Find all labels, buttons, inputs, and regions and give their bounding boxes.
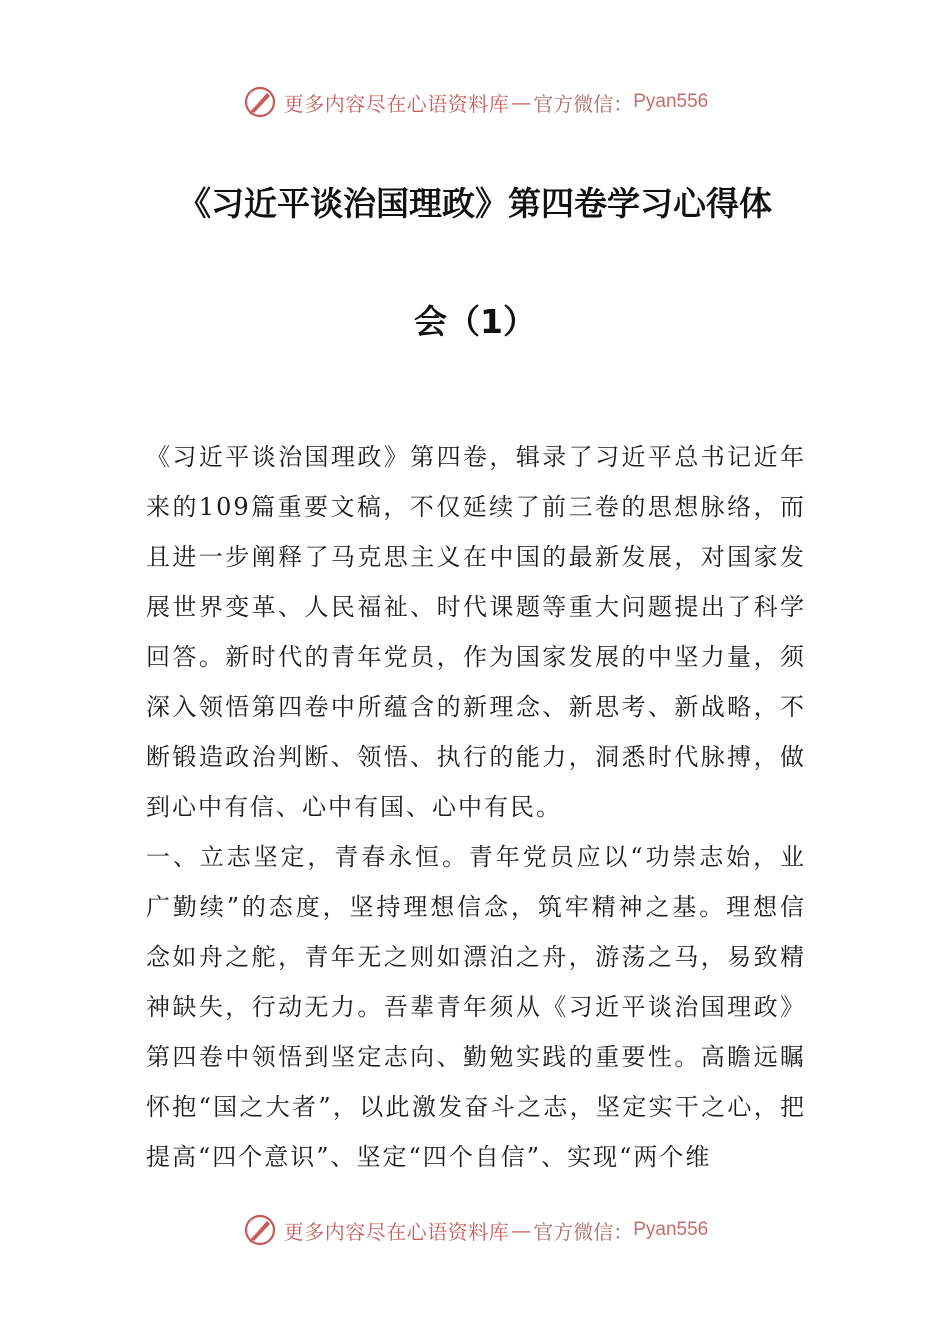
- watermark-separator: —: [511, 1218, 532, 1242]
- document-title-line2: 会（1）: [414, 302, 536, 341]
- watermark-contact-label: 官方微信：: [533, 91, 634, 116]
- watermark-contact-label: 官方微信：: [533, 1219, 634, 1244]
- footer-watermark: [0, 1210, 950, 1250]
- watermark-wechat-id: Pyan556: [633, 91, 709, 112]
- watermark-separator: —: [511, 90, 532, 114]
- watermark-brand: 更多内容尽在心语资料库: [283, 1219, 510, 1244]
- header-watermark: [0, 82, 950, 122]
- paragraph-intro: 《习近平谈治国理政》第四卷，辑录了习近平总书记近年来的109篇重要文稿，不仅延续了前三卷的思想脉络，而且进一步阐释了马克思主义在中国的最新发展，对国家发展世界变革、人民福祉、时代课题等重大问题提出了科学回答。新时代的青年党员，作为国家发展的中坚力量，须深入领悟第四卷中所蕴含的新理念、新思考、新战略，不断锻造政治判断、领悟、执行的能力，洞悉时代脉搏，做到心中有信、心中有国、心中有民。: [146, 443, 806, 821]
- paragraph-section-one: 一、立志坚定，青春永恒。青年党员应以“功崇志始，业广勤续”的态度，坚持理想信念，筑牢精神之基。理想信念如舟之舵，青年无之则如漂泊之舟，游荡之马，易致精神缺失，行动无力。吾辈青年须从《习近平谈治国理政》第四卷中领悟到坚定志向、勤勉实践的重要性。高瞻远瞩怀抱“国之大者”，以此激发奋斗之志，坚定实干之心，把提高“四个意识”、坚定“四个自信”、实现“两个维: [146, 843, 806, 1171]
- watermark-brand: 更多内容尽在心语资料库: [283, 91, 510, 116]
- watermark-wechat-id: Pyan556: [633, 1219, 709, 1240]
- quill-pen-circle-icon: [242, 84, 278, 120]
- quill-pen-circle-icon: [242, 1212, 278, 1248]
- document-title-line1: 《习近平谈治国理政》第四卷学习心得体: [178, 184, 772, 223]
- document-body: [146, 432, 806, 1182]
